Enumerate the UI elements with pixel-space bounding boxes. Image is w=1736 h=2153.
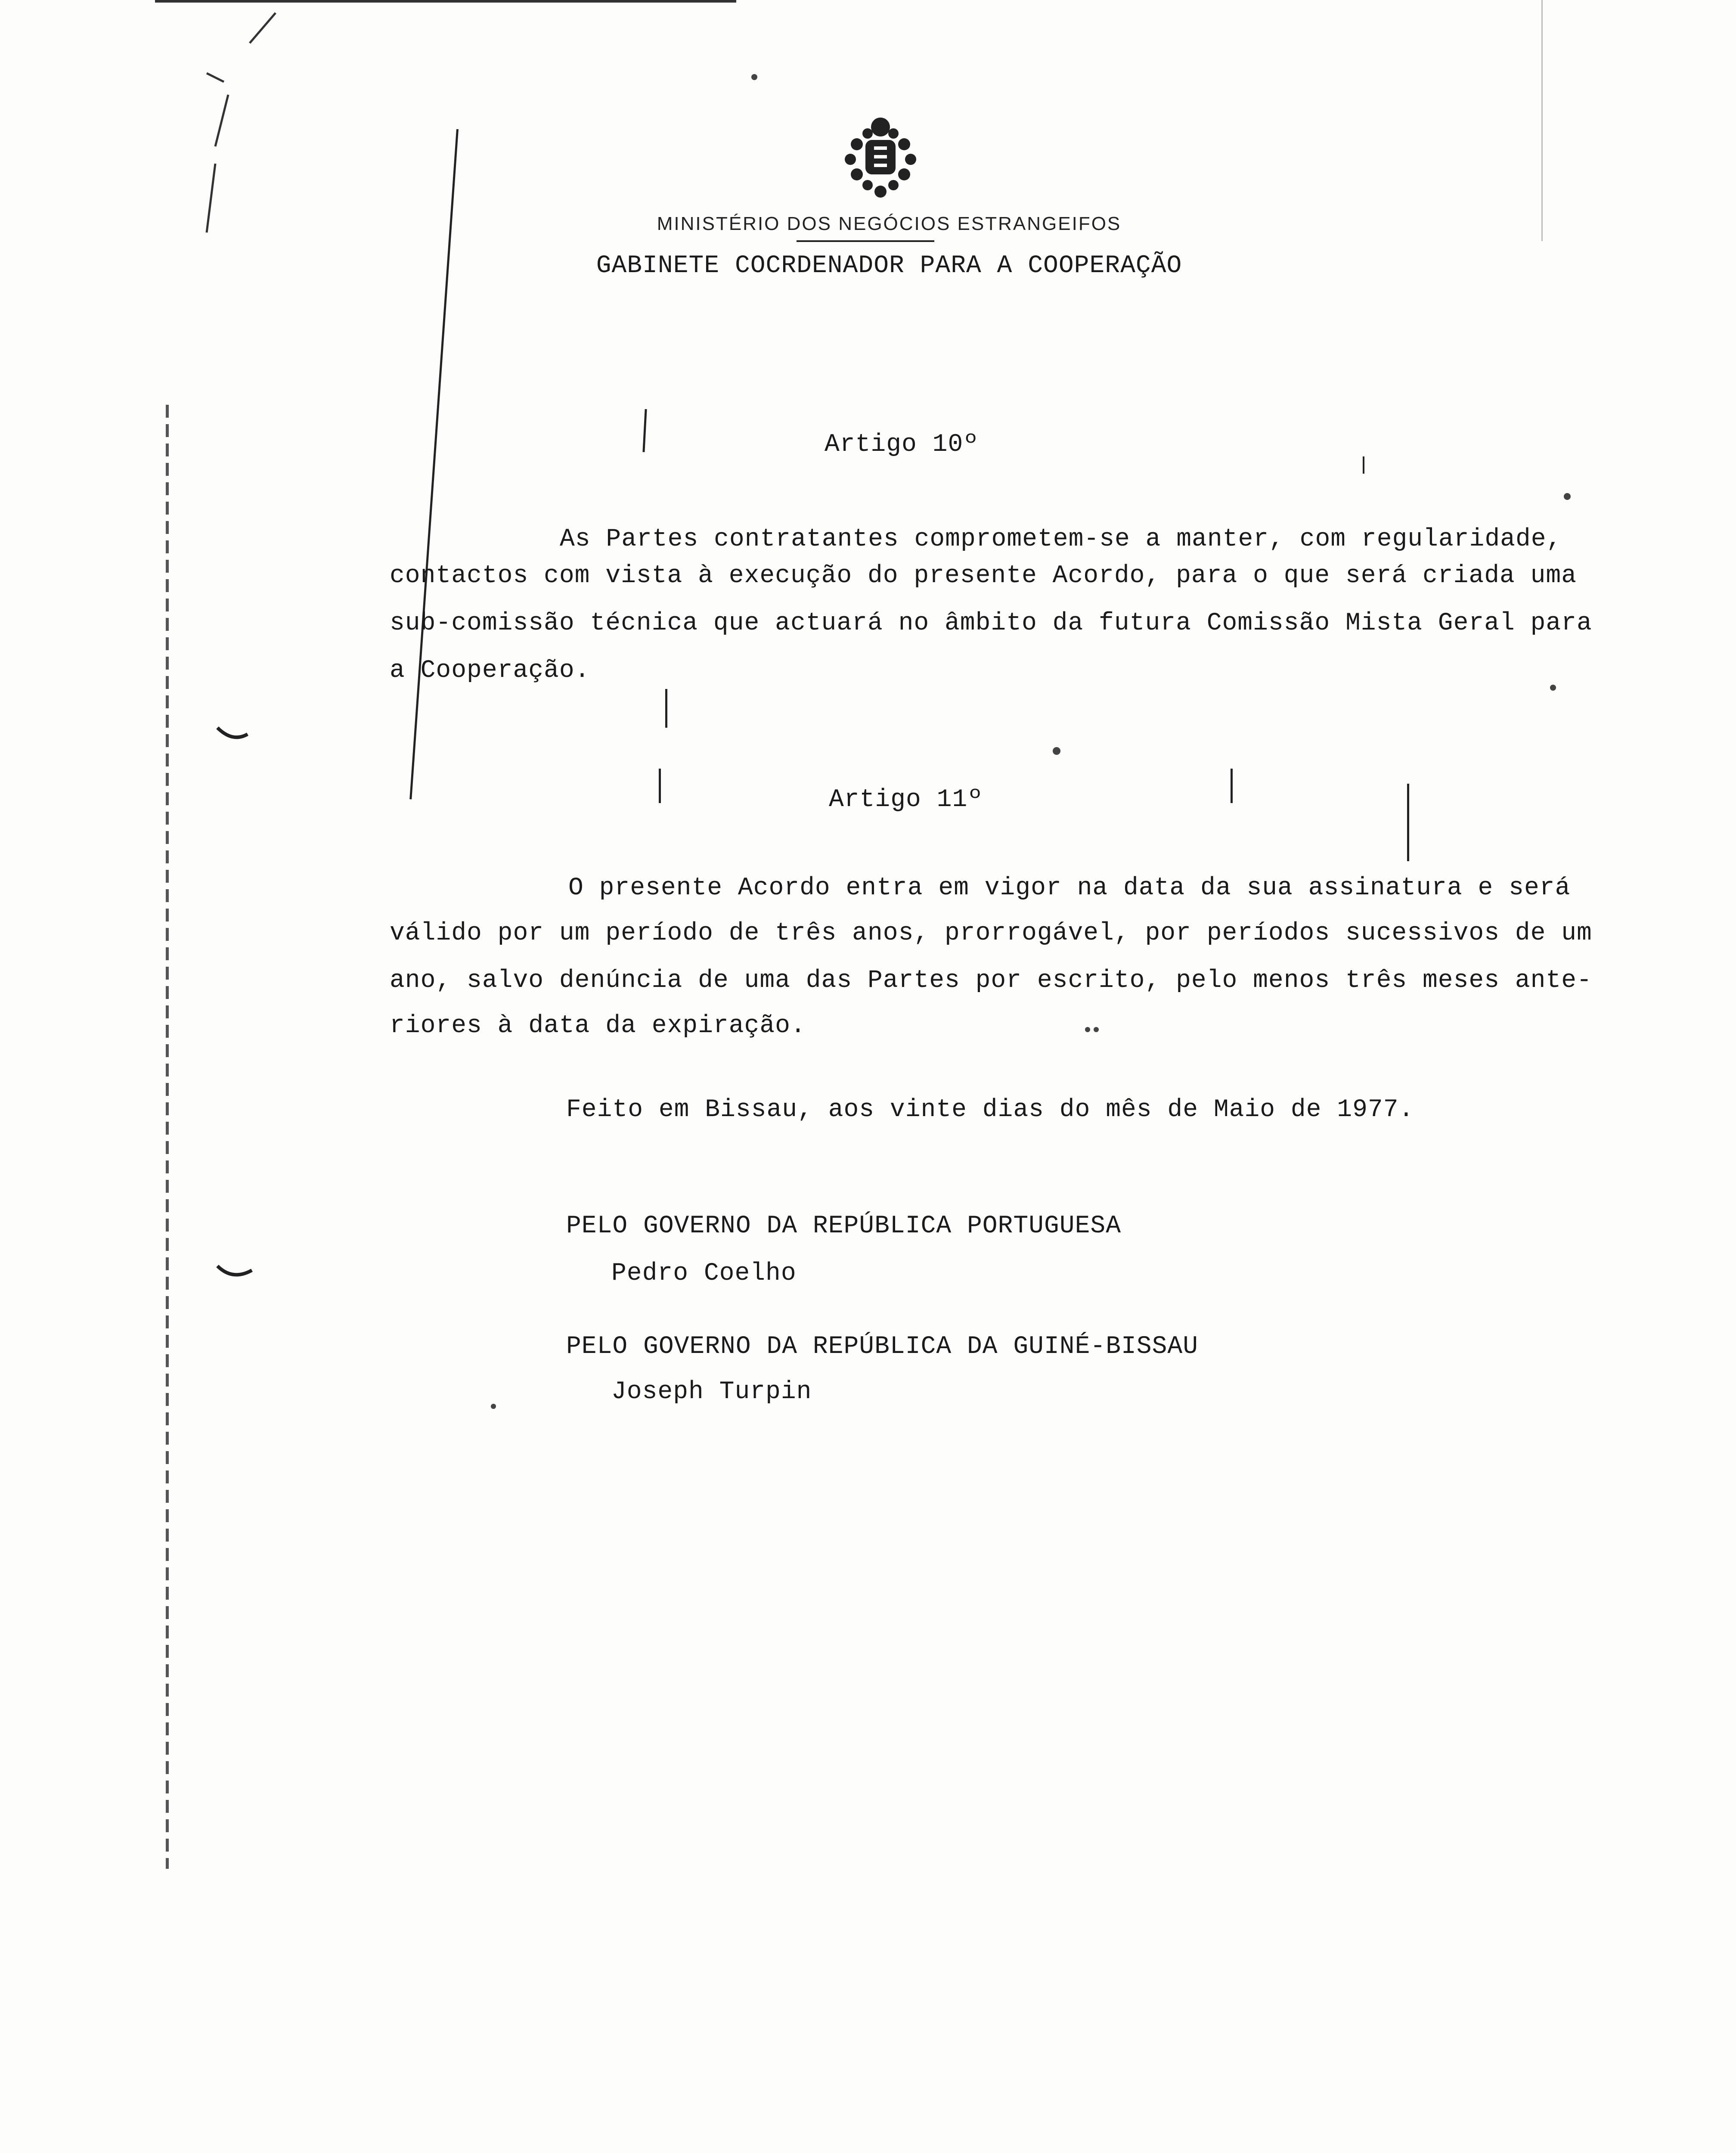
office-heading: GABINETE COCRDENADOR PARA A COOPERAÇÃO bbox=[596, 252, 1182, 280]
signatory-government: PELO GOVERNO DA REPÚBLICA PORTUGUESA bbox=[566, 1212, 1122, 1240]
top-edge-line bbox=[155, 0, 736, 3]
corner-scribble bbox=[198, 9, 284, 276]
scan-mark bbox=[1363, 456, 1364, 474]
coat-of-arms-emblem bbox=[831, 110, 930, 200]
article-line: As Partes contratantes comprometem-se a manter, com regularidade, bbox=[560, 525, 1562, 553]
scan-speck bbox=[1053, 747, 1060, 755]
article-title: Artigo 10º bbox=[825, 431, 979, 459]
binding-margin-line bbox=[166, 405, 169, 1869]
article-line: ano, salvo denúncia de uma das Partes por escrito, pelo menos três meses ante- bbox=[390, 967, 1592, 995]
article-line: riores à data da expiração. bbox=[390, 1012, 806, 1040]
scan-mark bbox=[665, 689, 667, 728]
article-line: O presente Acordo entra em vigor na data da sua assinatura e será bbox=[568, 874, 1571, 902]
article-line: válido por um período de três anos, prorrogável, por períodos sucessivos de um bbox=[390, 919, 1592, 947]
scan-speck bbox=[1085, 1027, 1090, 1032]
scan-speck bbox=[1094, 1027, 1099, 1032]
scan-speck bbox=[1550, 685, 1556, 691]
scan-mark bbox=[1541, 0, 1543, 241]
scan-mark bbox=[659, 769, 661, 803]
scan-speck bbox=[1564, 493, 1571, 500]
scan-mark bbox=[1407, 784, 1409, 861]
article-line: contactos com vista à execução do presente Acordo, para o que será criada uma bbox=[390, 562, 1577, 590]
scan-mark bbox=[1231, 769, 1233, 803]
signatory-name: Pedro Coelho bbox=[611, 1260, 797, 1287]
heading-underline bbox=[797, 240, 934, 242]
signatory-name: Joseph Turpin bbox=[611, 1378, 812, 1406]
scan-speck bbox=[751, 74, 757, 80]
article-title: Artigo 11º bbox=[829, 786, 983, 814]
scan-mark bbox=[642, 409, 647, 452]
scan-speck bbox=[491, 1404, 496, 1409]
closing-statement: Feito em Bissau, aos vinte dias do mês de Maio de 1977. bbox=[566, 1096, 1414, 1124]
margin-mark bbox=[215, 1262, 254, 1283]
signatory-government: PELO GOVERNO DA REPÚBLICA DA GUINÉ-BISSAU bbox=[566, 1333, 1199, 1361]
scan-mark bbox=[409, 129, 459, 800]
article-line: sub-comissão técnica que actuará no âmbito da futura Comissão Mista Geral para bbox=[390, 609, 1592, 637]
margin-mark bbox=[215, 723, 250, 745]
ministry-heading: MINISTÉRIO DOS NEGÓCIOS ESTRANGEIFOS bbox=[657, 213, 1122, 234]
article-line: a Cooperação. bbox=[390, 657, 590, 685]
